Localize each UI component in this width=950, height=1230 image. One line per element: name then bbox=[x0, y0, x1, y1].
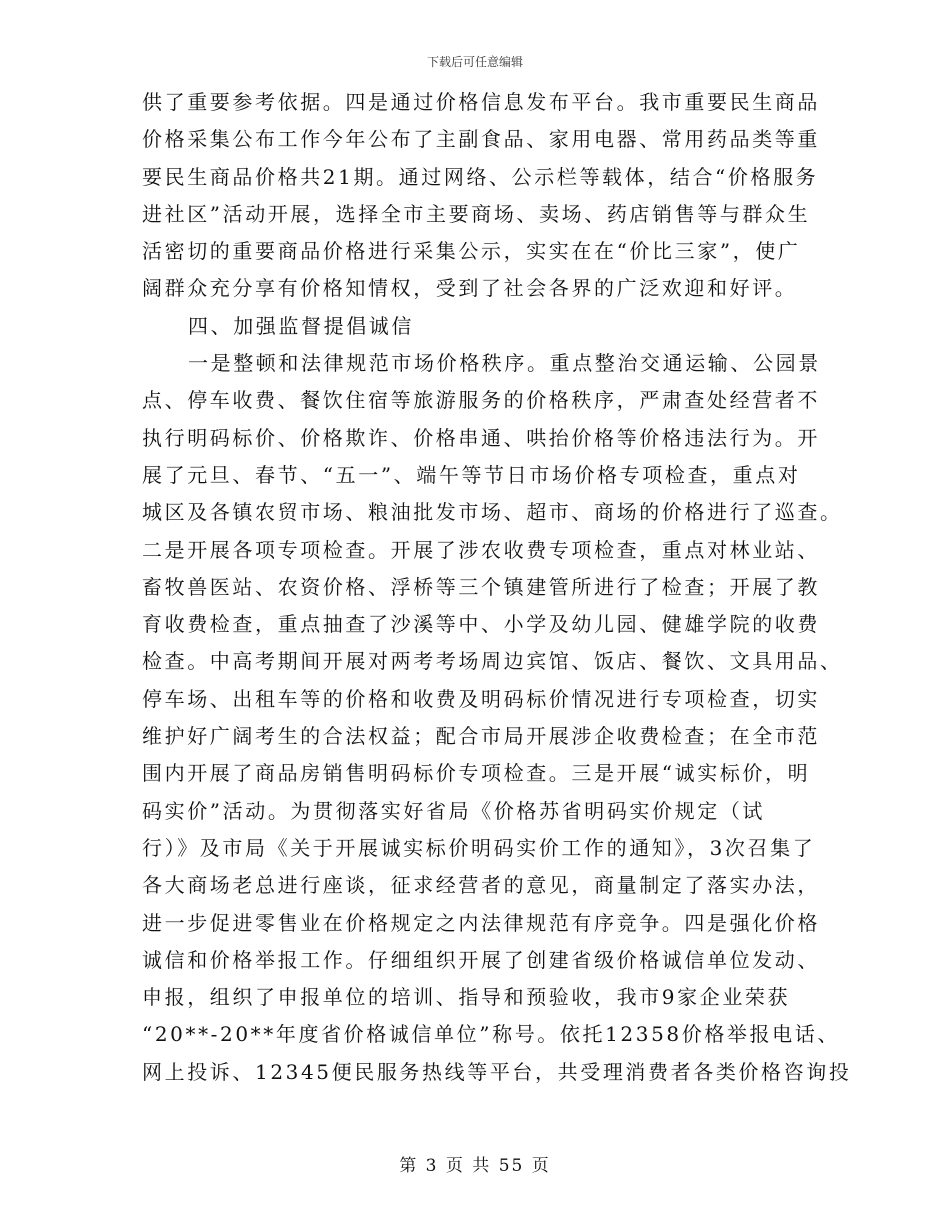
body-line: 育收费检查，重点抽查了沙溪等中、小学及幼儿园、健雄学院的收费 bbox=[142, 612, 820, 637]
body-line: 网上投诉、12345便民服务热线等平台，共受理消费者各类价格咨询投 bbox=[142, 1059, 852, 1084]
body-line: 展了元旦、春节、“五一”、端午等节日市场价格专项检查，重点对 bbox=[142, 462, 801, 487]
body-line: 申报，组织了申报单位的培训、指导和预验收，我市9家企业荣获 bbox=[142, 985, 791, 1010]
body-line: 执行明码标价、价格欺诈、价格串通、哄抬价格等价格违法行为。开 bbox=[142, 425, 820, 450]
page-header-note: 下载后可任意编辑 bbox=[426, 55, 523, 69]
body-line: 各大商场老总进行座谈，征求经营者的意见，商量制定了落实办法， bbox=[142, 873, 820, 898]
body-line: 诚信和价格举报工作。仔细组织开展了创建省级价格诚信单位发动、 bbox=[142, 947, 820, 972]
body-line: 要民生商品价格共21期。通过网络、公示栏等载体，结合“价格服务 bbox=[142, 164, 819, 189]
body-line: 进社区”活动开展，选择全市主要商场、卖场、药店销售等与群众生 bbox=[142, 201, 811, 226]
page-number-footer: 第 3 页 共 55 页 bbox=[399, 1156, 551, 1176]
body-line: 检查。中高考期间开展对两考考场周边宾馆、饭店、餐饮、文具用品、 bbox=[142, 649, 843, 674]
body-line: 行）》及市局《关于开展诚实标价明码实价工作的通知》，3次召集了 bbox=[142, 835, 816, 860]
body-line: 城区及各镇农贸市场、粮油批发市场、超市、商场的价格进行了巡查。 bbox=[142, 500, 843, 525]
body-line: 围内开展了商品房销售明码标价专项检查。三是开展“诚实标价，明 bbox=[142, 761, 811, 786]
body-line: 点、停车收费、餐饮住宿等旅游服务的价格秩序，严肃查处经营者不 bbox=[142, 388, 820, 413]
body-line: 码实价”活动。为贯彻落实好省局《价格苏省明码实价规定（试 bbox=[142, 798, 766, 823]
body-line: 二是开展各项专项检查。开展了涉农收费专项检查，重点对林业站、 bbox=[142, 537, 820, 562]
body-line: 价格采集公布工作今年公布了主副食品、家用电器、常用药品类等重 bbox=[142, 127, 820, 152]
body-line: 停车场、出租车等的价格和收费及明码标价情况进行专项检查，切实 bbox=[142, 686, 820, 711]
section-heading: 四、加强监督提倡诚信 bbox=[188, 313, 414, 338]
body-line: 供了重要参考依据。四是通过价格信息发布平台。我市重要民生商品 bbox=[142, 90, 820, 114]
body-line: “20**-20**年度省价格诚信单位”称号。依托12358价格举报电话、 bbox=[142, 1022, 840, 1047]
body-line: 维护好广阔考生的合法权益；配合市局开展涉企收费检查；在全市范 bbox=[142, 724, 820, 749]
document-body bbox=[142, 84, 852, 1091]
body-line: 畜牧兽医站、农资价格、浮桥等三个镇建管所进行了检查；开展了教 bbox=[142, 574, 820, 599]
body-line: 阔群众充分享有价格知情权，受到了社会各界的广泛欢迎和好评。 bbox=[142, 276, 798, 301]
body-line: 活密切的重要商品价格进行采集公示，实实在在“价比三家”，使广 bbox=[142, 239, 801, 264]
body-line: 进一步促进零售业在价格规定之内法律规范有序竞争。四是强化价格 bbox=[142, 910, 820, 935]
body-line: 一是整顿和法律规范市场价格秩序。重点整治交通运输、公园景 bbox=[188, 351, 821, 376]
